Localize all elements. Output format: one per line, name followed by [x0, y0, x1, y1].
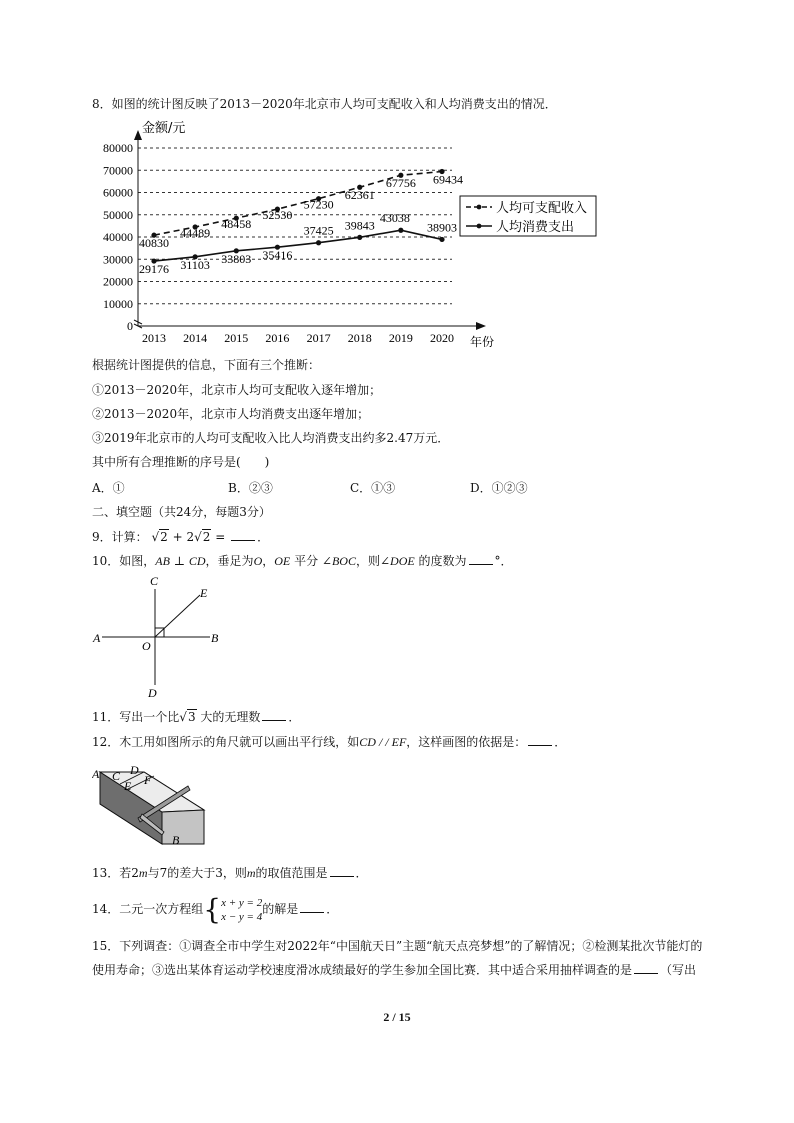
q10-ab: AB	[155, 554, 170, 568]
q14-answer-blank[interactable]	[300, 901, 324, 913]
q15-end: （写出	[660, 963, 697, 977]
data-label-expense: 35416	[262, 248, 293, 263]
q12-prefix: 12．木工用如图所示的角尺就可以画出平行线，如	[92, 735, 360, 749]
q13-prefix: 13．若2	[92, 866, 139, 880]
q10-end: °．	[494, 554, 513, 568]
x-tick-label: 2016	[265, 331, 290, 345]
q13	[92, 865, 368, 881]
data-label-income: 69434	[433, 172, 463, 187]
q12-cd-parallel-ef: CD / / EF	[359, 735, 407, 749]
q8-statement-2: ②2013－2020年，北京市人均消费支出逐年增加；	[92, 407, 370, 421]
data-label-income: 40830	[139, 236, 169, 251]
q10-text-4: ，则	[355, 554, 380, 568]
legend-label-income: 人均可支配收入	[496, 201, 588, 216]
q10-label-c: C	[150, 575, 159, 588]
q11-answer-blank[interactable]	[262, 709, 286, 721]
q11-end: ．	[288, 710, 301, 724]
x-tick-label: 2019	[388, 331, 413, 345]
q9-expression: √2 + 2√2	[151, 530, 211, 544]
x-tick-label: 2015	[224, 331, 249, 345]
data-point-expense	[316, 240, 321, 245]
q8-option-a: A．①	[92, 481, 125, 495]
q10-text-5: 的度数为	[414, 554, 467, 568]
data-label-expense: 33803	[221, 251, 252, 266]
q8-question: 其中所有合理推断的序号是( )	[92, 455, 270, 469]
q10-cd: CD	[188, 554, 206, 568]
data-label-income: 62361	[344, 188, 375, 203]
q11-prefix: 11．写出一个比	[92, 710, 180, 724]
legend-marker-expense	[477, 224, 482, 229]
data-label-expense: 37425	[303, 223, 334, 238]
data-label-income: 48458	[221, 217, 252, 232]
q12-label-f: F	[144, 773, 152, 787]
q11: 11．写出一个比√3 大的无理数 ．	[92, 710, 301, 724]
q8-statement-3: ③2019年北京市的人均可支配收入比人均消费支出约多2.47万元．	[92, 431, 450, 445]
q10-label-b: B	[211, 631, 219, 645]
q9-radicand-2: 2	[202, 530, 211, 544]
q11-radicand: 3	[187, 710, 196, 724]
data-label-income: 57230	[303, 197, 334, 212]
x-tick-label: 2013	[142, 331, 166, 345]
q10-oe: OE	[274, 554, 291, 568]
q9-radicand-1: 2	[160, 530, 168, 544]
y-tick-label: 40000	[103, 230, 133, 244]
q10-text-2: ，	[262, 554, 275, 568]
q13-text-2: 的取值范围是	[255, 866, 328, 880]
data-label-expense: 39843	[344, 218, 375, 233]
q15-answer-blank[interactable]	[634, 962, 658, 974]
q14-brace: {	[203, 892, 222, 926]
data-point-expense	[357, 235, 362, 240]
q8-option-c: C．①③	[350, 481, 396, 495]
q10-text-1: ，垂足为	[205, 554, 254, 568]
q14	[92, 892, 338, 926]
data-label-income: 44489	[180, 226, 211, 241]
q12-label-d: D	[130, 763, 139, 777]
y-tick-label: 0	[127, 319, 133, 333]
y-tick-label: 60000	[103, 185, 133, 200]
q15-line-2	[92, 962, 696, 978]
q14-prefix: 14．二元一次方程组	[92, 902, 204, 916]
data-label-income: 52530	[262, 208, 293, 223]
q13-end: ．	[355, 866, 368, 880]
q12-label-c: C	[112, 769, 121, 783]
q9-prefix: 9．计算：	[92, 530, 148, 544]
x-tick-label: 2014	[183, 331, 208, 345]
q13-m2: m	[246, 866, 256, 880]
q15-text: 使用寿命；③选出某体育运动学校速度滑冰成绩最好的学生参加全国比赛．其中适合采用抽样调查的是	[92, 963, 633, 977]
q10-prefix: 10．如图，	[92, 554, 156, 568]
q13-answer-blank[interactable]	[330, 865, 354, 877]
q12	[92, 734, 566, 750]
data-label-expense: 31103	[180, 257, 210, 272]
q10-answer-blank[interactable]	[469, 553, 493, 565]
y-tick-label: 70000	[103, 163, 133, 178]
x-tick-label: 2020	[430, 331, 454, 345]
q10-label-o: O	[142, 639, 151, 653]
q14-equation-1: x + y = 2	[221, 896, 263, 909]
data-point-expense	[398, 228, 403, 233]
q14-text: 的解是	[262, 902, 299, 916]
q10-perp: ⊥	[169, 554, 189, 568]
q13-text: 与7的差大于3，则	[147, 866, 247, 880]
q12-carpenter-square-figure	[92, 762, 212, 858]
x-axis-label: 年份	[470, 335, 495, 348]
y-axis-arrow	[134, 130, 142, 140]
q8-option-b: B．②③	[228, 481, 273, 495]
q10-label-a: A	[93, 631, 101, 645]
y-tick-label: 80000	[103, 141, 133, 155]
q12-end: ．	[554, 735, 567, 749]
q10-angle-boc: ∠BOC	[321, 554, 356, 568]
x-tick-label: 2018	[347, 331, 372, 345]
data-point-expense	[439, 237, 444, 242]
q9-end: ．	[257, 530, 270, 544]
q14-end: ．	[326, 902, 339, 916]
q13-m: m	[138, 866, 148, 880]
legend-label-expense: 人均消费支出	[496, 220, 575, 235]
q10	[92, 553, 513, 569]
q12-label-e: E	[124, 779, 132, 793]
q10-label-e: E	[200, 586, 208, 600]
q8-option-d: D．①②③	[470, 481, 528, 495]
q10-label-d: D	[148, 686, 157, 697]
q12-label-a: A	[92, 767, 100, 781]
q12-label-b: B	[172, 833, 180, 847]
q14-equation-2: x − y = 4	[221, 910, 263, 923]
x-tick-label: 2017	[306, 331, 331, 345]
q8-stem: 8．如图的统计图反映了2013－2020年北京市人均可支配收入和人均消费支出的情况．	[92, 97, 557, 111]
q10-text-3: 平分	[290, 554, 322, 568]
q10-figure	[90, 575, 230, 697]
q9-equals: =	[211, 530, 230, 544]
data-label-expense: 38903	[427, 220, 457, 235]
y-tick-label: 50000	[103, 207, 133, 222]
legend-marker-income	[477, 205, 482, 210]
q15-line-1: 15．下列调查：①调查全市中学生对2022年“中国航天日”主题“航天点亮梦想”的了解情况；②检测某批次节能灯的	[92, 939, 703, 953]
y-tick-label: 10000	[103, 296, 133, 311]
y-tick-label: 30000	[103, 252, 133, 267]
data-label-income: 67756	[385, 176, 416, 191]
page-number: 2 / 15	[383, 1010, 411, 1024]
q12-answer-blank[interactable]	[528, 734, 552, 746]
y-tick-label: 20000	[103, 274, 133, 289]
q8-info: 根据统计图提供的信息，下面有三个推断：	[92, 358, 321, 372]
section-2-heading: 二、填空题（共24分，每题3分）	[92, 505, 271, 519]
data-label-expense: 29176	[139, 262, 169, 277]
line-chart	[80, 116, 600, 348]
q10-o: O	[253, 554, 263, 568]
q10-angle-doe: ∠DOE	[379, 554, 415, 568]
q11-text: 大的无理数	[196, 710, 261, 724]
q12-text: ，这样画图的依据是：	[406, 735, 527, 749]
q9	[92, 529, 269, 545]
data-label-expense: 43038	[379, 211, 410, 226]
q8-statement-1: ①2013－2020年，北京市人均可支配收入逐年增加；	[92, 383, 382, 397]
q9-answer-blank[interactable]	[231, 529, 255, 541]
q14-system	[221, 896, 262, 924]
x-axis-arrow	[476, 322, 486, 330]
y-axis-label: 金额/元	[142, 121, 186, 136]
